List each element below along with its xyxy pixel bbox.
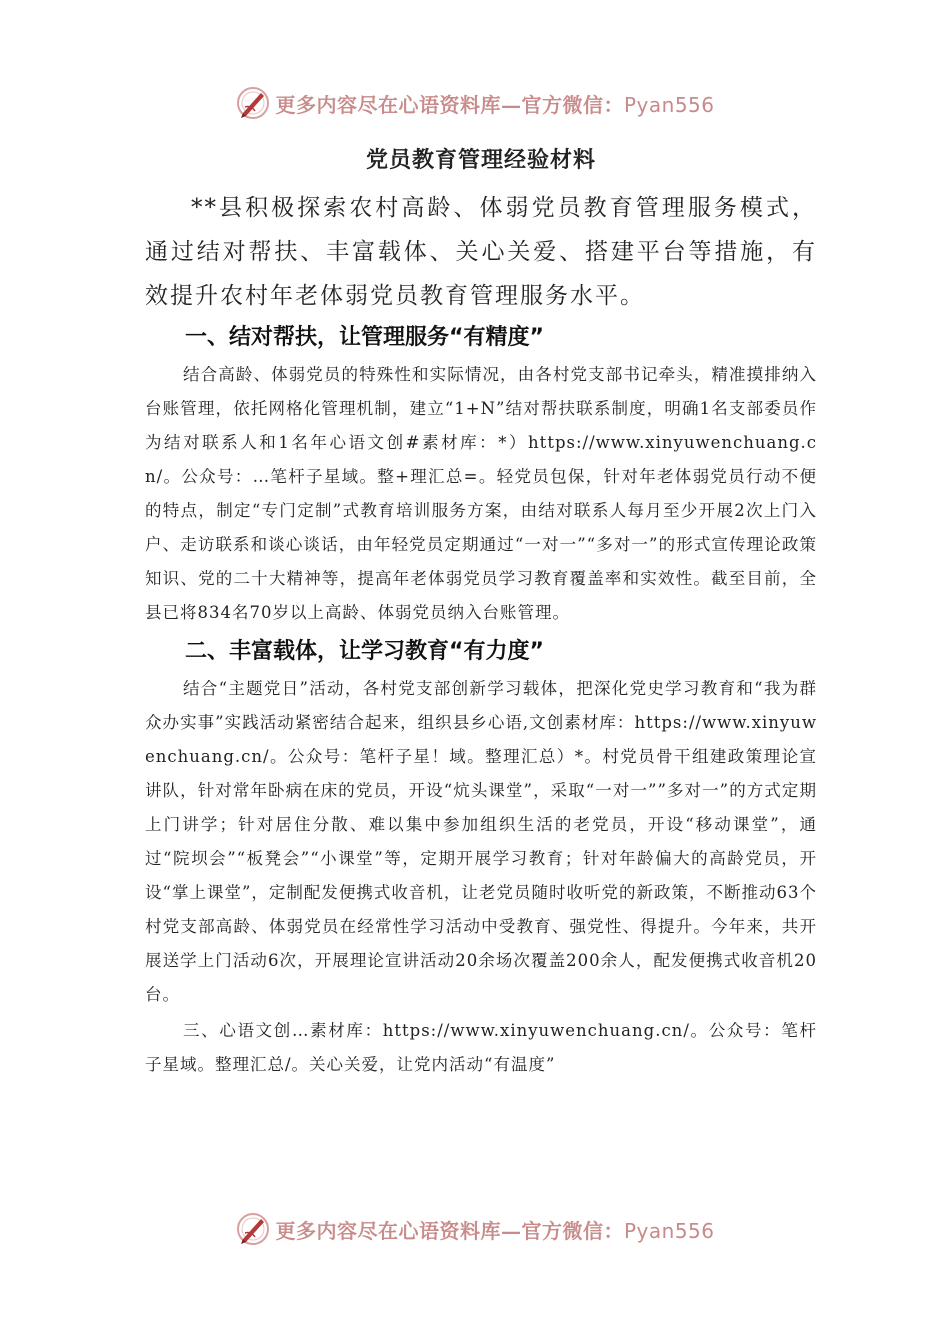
pen-logo-icon (235, 1211, 271, 1247)
section-1-paragraph: 结合高龄、体弱党员的特殊性和实际情况，由各村党支部书记牵头，精准摸排纳入台账管理，依托网格化管理机制，建立“1+N”结对帮扶联系制度，明确1名支部委员作为结对联系人和1名年心语文创#素材库：*）https://www.xinyuwenchuang.cn/。公众号：…笔杆子星域。整+理汇总=。轻党员包保，针对年老体弱党员行动不便的特点，制定“专门定制”式教育培训服务方案，由结对联系人每月至少开展2次上门入户、走访联系和谈心谈话，由年轻党员定期通过“一对一”“多对一”的形式宣传理论政策知识、党的二十大精神等，提高年老体弱党员学习教育覆盖率和实效性。截至目前，全县已将834名70岁以上高龄、体弱党员纳入台账管理。 (145, 365, 817, 622)
watermark-banner-bottom (0, 1206, 950, 1252)
watermark-banner-top (0, 80, 950, 126)
intro-paragraph: **县积极探索农村高龄、体弱党员教育管理服务模式，通过结对帮扶、丰富载体、关心关爱、搭建平台等措施，有效提升农村年老体弱党员教育管理服务水平。 (145, 195, 817, 309)
watermark-text: 更多内容尽在心语资料库—官方微信：Pyan556 (275, 1218, 715, 1243)
section-1-heading: 一、结对帮扶，让管理服务“有精度” (185, 325, 544, 350)
document-title: 党员教育管理经验材料 (365, 147, 596, 173)
watermark-text: 更多内容尽在心语资料库—官方微信：Pyan556 (275, 92, 715, 117)
wechat-id: Pyan556 (623, 92, 715, 117)
section-2-heading: 二、丰富载体，让学习教育“有力度” (185, 639, 544, 664)
pen-logo-icon (235, 85, 271, 121)
section-3-paragraph: 三、心语文创…素材库：https://www.xinyuwenchuang.cn/。公众号：笔杆子星域。整理汇总/。关心关爱，让党内活动“有温度” (145, 1021, 817, 1074)
wechat-id: Pyan556 (623, 1218, 715, 1243)
section-2-paragraph: 结合“主题党日”活动，各村党支部创新学习载体，把深化党史学习教育和“我为群众办实事”实践活动紧密结合起来，组织县乡心语,文创素材库：https://www.xinyuwenchuang.cn/。公众号：笔杆子星！域。整理汇总）*。村党员骨干组建政策理论宣讲队，针对常年卧病在床的党员，开设“炕头课堂”，采取“一对一””多对一”的方式定期上门讲学；针对居住分散、难以集中参加组织生活的老党员，开设“移动课堂”，通过“院坝会”“板凳会”“小课堂”等，定期开展学习教育；针对年龄偏大的高龄党员，开设“掌上课堂”，定制配发便携式收音机，让老党员随时收听党的新政策，不断推动63个村党支部高龄、体弱党员在经常性学习活动中受教育、强党性、得提升。今年来，共开展送学上门活动6次，开展理论宣讲活动20余场次覆盖200余人，配发便携式收音机20台。 (145, 679, 817, 1004)
document-body (145, 140, 817, 1082)
